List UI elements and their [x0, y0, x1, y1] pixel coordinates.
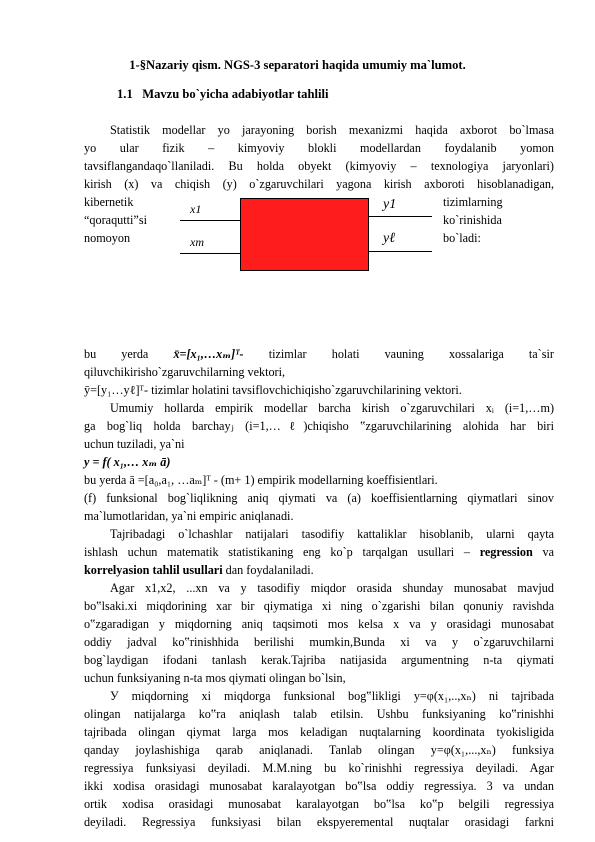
- para1-line-3: tavsiflangandaqo`llaniladi. Bu holda obyekt (kimyoviy – texnologiya jaryonlari): [84, 159, 554, 173]
- input-wire-1: [180, 220, 240, 221]
- def1-word: ta`sir: [528, 347, 554, 361]
- para3-line-2: ma`lumotlaridan, ya`ni empiric aniqlanadi.: [84, 509, 294, 523]
- right-col-2: ko`rinishida: [443, 213, 502, 227]
- para4-line-3: korrelyasion tahlil usullari dan foydalaniladi.: [84, 563, 314, 577]
- para1-line-1: Statistik modellar yo jarayoning borish mexanizmi haqida axborot bo`lmasa: [110, 123, 554, 137]
- para6-line-1: У miqdorning xi miqdorga funksional bog‟likligi y=φ(x₁,..,xₙ) ni tajribada: [110, 689, 554, 703]
- right-col-1: tizimlarning: [443, 195, 503, 209]
- def2-line: ȳ=[y₁…yℓ]ᵀ- tizimlar holatini tavsiflovchichiqisho`zgaruvchilarining vektori.: [84, 383, 462, 397]
- para2-line-2: ga bog`liq holda barchayⱼ (i=1,…ℓ)chiqisho ‟zgaruvchilarining alohida har biri: [84, 419, 554, 433]
- def1-word: vauning: [384, 347, 424, 361]
- def1-line-1: [84, 345, 554, 363]
- para6-line-7: ortik xodisa orasidagi munosabat karalayotgan bo‟lsa ko‟p belgili regressiya: [84, 797, 554, 811]
- def1-word: xossalariga: [448, 347, 504, 361]
- black-box-block: [240, 198, 369, 271]
- def1-vector-x: x̄=[x₁,…xₘ]ᵀ-: [173, 347, 244, 361]
- para6-line-2: olingan natijalarga ko‟ra aniqlash talab etilsin. Ushbu funksiyaning ko‟rinishhi: [84, 707, 554, 721]
- bold-keyword: regression: [479, 545, 533, 559]
- input-wire-2: [180, 253, 240, 254]
- input-label-2: xm: [190, 235, 204, 249]
- para1-line-4: kirish (x) va chiqish (y) o`zgaruvchilari yagona kirish axboroti hisoblanadigan,: [84, 177, 554, 191]
- output-label-2: yℓ: [383, 231, 396, 246]
- def1-word: tizimlar: [268, 347, 307, 361]
- left-col-3: nomoyon: [84, 231, 131, 245]
- para5-line-5: bog`laydigan ifodani tanlash kerak.Tajriba natijasida argumentning n-ta qiymati: [84, 653, 554, 667]
- formula-y: y = f( x₁,… xₘ ā): [84, 455, 171, 469]
- para2-line-3: uchun tuziladi, ya`ni: [84, 437, 185, 451]
- para6-line-5: regressiya funksiyasi deyiladi. M.M.ning bu ko`rinishhi regressiya deyiladi. Agar: [84, 761, 554, 775]
- para5-line-3: o‟zgaradigan y miqdorning aniq taqsimoti mos kelsa x va y orasidagi munosabat: [84, 617, 554, 631]
- para6-line-6: ikki xodisa orasidagi munosabat karalayotgan bo‟lsa oddiy regressiya. 3 va undan: [84, 779, 554, 793]
- output-wire-2: [369, 251, 432, 252]
- def1-word: yerda: [121, 347, 149, 361]
- input-label-1: x1: [190, 202, 202, 216]
- para1-line-2: yo ular fizik – kimyoviy blokli modellardan foydalanib yomon: [84, 141, 554, 155]
- def1-word: holati: [331, 347, 360, 361]
- para5-line-2: bo‟lsaki.xi miqdorining xar bir qiymatiga xi ning o`zgarishi bilan qonuniy ravishda: [84, 599, 554, 613]
- page-title: 1-§Nazariy qism. NGS-3 separatori haqida umumiy ma`lumot.: [129, 58, 466, 72]
- para4-line-1: Tajribadagi o`lchashlar natijalari tasodifiy kattaliklar hisoblanib, ularni qayta: [110, 527, 554, 541]
- para5-line-6: uchun funksiyaning n-ta mos qiymati olingan bo`lsin,: [84, 671, 346, 685]
- right-col-3: bo`ladi:: [443, 231, 481, 245]
- def1-word: bu: [84, 347, 97, 361]
- section-name: Mavzu bo`yicha adabiyotlar tahlili: [142, 87, 329, 101]
- output-wire-1: [369, 216, 432, 217]
- para6-line-4: qanday joylashishiga qarab aniqlanadi. Tanlab olingan y=φ(x₁,...,xₙ) funksiya: [84, 743, 554, 757]
- bold-keyword: korrelyasion tahlil usullari: [84, 563, 223, 577]
- para2-line-1: Umumiy hollarda empirik modellar barcha kirish o`zgaruvchilari xᵢ (i=1,…m): [110, 401, 554, 415]
- left-col-2: “qoraqutti”si: [84, 213, 147, 227]
- output-label-1: y1: [383, 197, 397, 212]
- para6-line-8: deyiladi. Regressiya funksiyasi bilan ekspyeremental nuqtalar orasidagi farkni: [84, 815, 554, 829]
- section-number: 1.1: [117, 87, 133, 101]
- para3-line-1: (f) funksional bog`liqlikning aniq qiymati va (a) koeffisientlarning qiymatlari sinov: [84, 491, 554, 505]
- para5-line-1: Agar x1,x2, ...xn va y tasodifiy miqdor orasida shunday munosabat mavjud: [110, 581, 554, 595]
- para6-line-3: tajribada olingan qiymat larga mos keladigan nuqtalarning koordinata tyokisligida: [84, 725, 554, 739]
- formula-coefficients: bu yerda ā =[a₀,a₁, …aₘ]ᵀ - (m+ 1) empirik modellarning koeffisientlari.: [84, 473, 438, 487]
- def1-line-2: qiluvchikirisho`zgaruvchilarning vektori,: [84, 365, 286, 379]
- left-col-1: kibernetik: [84, 195, 134, 209]
- section-subtitle: [117, 87, 328, 102]
- para5-line-4: oddiy jadval ko‟rinishhida berilishi mumkin,Bunda xi va y o`zgaruvchilarni: [84, 635, 554, 649]
- para4-line-2: ishlash uchun matematik statistikaning eng ko`p tarqalgan usullari – regression va: [84, 545, 554, 559]
